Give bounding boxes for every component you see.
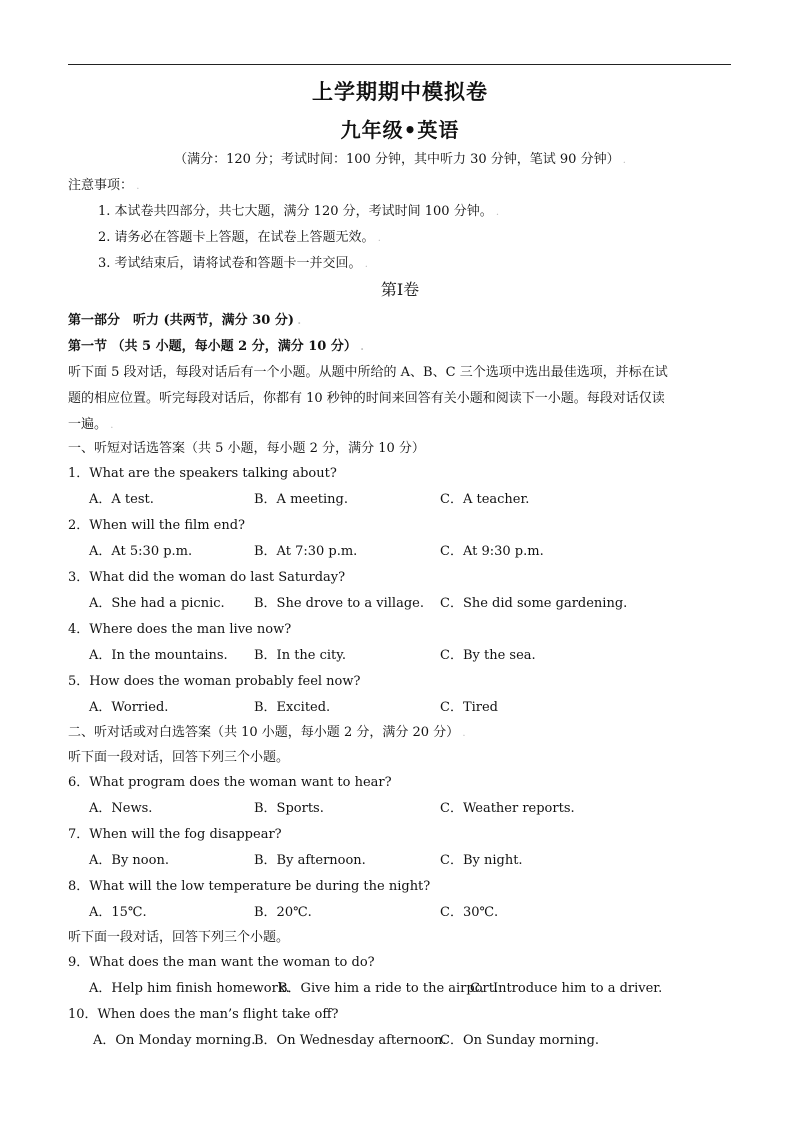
option-c: C．At 9:30 p.m.: [440, 544, 544, 559]
option-a: A．By noon.: [89, 853, 169, 868]
option-a: A．News.: [89, 801, 153, 816]
group1-heading: 一、听短对话选答案（共 5 小题，每小题 2 分，满分 10 分）: [68, 441, 425, 456]
option-c: C．She did some gardening.: [440, 596, 628, 611]
option-b: B．She drove to a village.: [254, 596, 424, 611]
option-b: B．In the city.: [254, 648, 347, 663]
exam-title: 上学期期中模拟卷: [312, 80, 488, 104]
option-a: A．She had a picnic.: [89, 596, 225, 611]
option-c: C．Weather reports.: [440, 801, 575, 816]
option-a: A．15℃.: [89, 905, 147, 920]
instructions-line: 听下面 5 段对话，每段对话后有一个小题。从题中所给的 A、B、C 三个选项中选出最佳选项，并标在试: [68, 365, 668, 380]
instructions-line: 一遍。 .: [68, 417, 114, 432]
part1-heading: 第一部分 听力 (共两节，满分 30 分) .: [68, 313, 301, 328]
question-5: 5．How does the woman probably feel now?: [68, 674, 361, 689]
option-b: B．At 7:30 p.m.: [254, 544, 358, 559]
option-c: C．A teacher.: [440, 492, 530, 507]
instructions-line: 题的相应位置。听完每段对话后，你都有 10 秒钟的时间来回答有关小题和阅读下一小题。每段对话仅读: [68, 391, 665, 406]
top-rule: [68, 64, 731, 65]
option-c: C．Tired: [440, 700, 499, 715]
volume-title: 第Ⅰ卷: [380, 280, 420, 299]
option-b: B．By afternoon.: [254, 853, 366, 868]
option-a: A．Help him finish homework.: [89, 981, 290, 996]
question-4: 4．Where does the man live now?: [68, 622, 292, 637]
score-info: （满分：120 分；考试时间：100 分钟，其中听力 30 分钟，笔试 90 分钟） .: [174, 152, 626, 167]
notes-heading: 注意事项： .: [68, 178, 140, 193]
question-7: 7．When will the fog disappear?: [68, 827, 282, 842]
option-a: A．In the mountains.: [89, 648, 228, 663]
note-item: 3. 考试结束后，请将试卷和答题卡一并交回。 .: [98, 256, 368, 271]
option-c: C．By the sea.: [440, 648, 536, 663]
option-a: A．A test.: [89, 492, 154, 507]
exam-subtitle: 九年级•英语: [340, 118, 460, 142]
question-10: 10．When does the man’s flight take off?: [68, 1007, 339, 1022]
option-a: A．Worried.: [89, 700, 169, 715]
option-b: B．Give him a ride to the airport.: [278, 981, 499, 996]
option-c: C．By night.: [440, 853, 523, 868]
note-item: 2. 请务必在答题卡上答题，在试卷上答题无效。 .: [98, 230, 381, 245]
option-b: B．Sports.: [254, 801, 324, 816]
option-c: C．30℃.: [440, 905, 499, 920]
question-6: 6．What program does the woman want to hear?: [68, 775, 392, 790]
question-9: 9．What does the man want the woman to do?: [68, 955, 375, 970]
option-b: B．On Wednesday afternoon.: [254, 1033, 447, 1048]
listen-note: 听下面一段对话，回答下列三个小题。: [68, 930, 290, 945]
option-a: A．At 5:30 p.m.: [89, 544, 193, 559]
group2-heading: 二、听对话或对白选答案（共 10 小题，每小题 2 分，满分 20 分） .: [68, 725, 466, 740]
question-1: 1．What are the speakers talking about?: [68, 466, 337, 481]
section1-heading: 第一节 （共 5 小题，每小题 2 分，满分 10 分） .: [68, 339, 364, 354]
option-a: A．On Monday morning.: [93, 1033, 256, 1048]
question-2: 2．When will the film end?: [68, 518, 246, 533]
question-8: 8．What will the low temperature be during the night?: [68, 879, 431, 894]
listen-note: 听下面一段对话，回答下列三个小题。: [68, 750, 290, 765]
option-b: B．A meeting.: [254, 492, 348, 507]
question-3: 3．What did the woman do last Saturday?: [68, 570, 346, 585]
option-c: C．On Sunday morning.: [440, 1033, 600, 1048]
option-b: B．Excited.: [254, 700, 331, 715]
note-item: 1. 本试卷共四部分，共七大题，满分 120 分，考试时间 100 分钟。 .: [98, 204, 500, 219]
option-c: C．Introduce him to a driver.: [470, 981, 663, 996]
option-b: B．20℃.: [254, 905, 312, 920]
